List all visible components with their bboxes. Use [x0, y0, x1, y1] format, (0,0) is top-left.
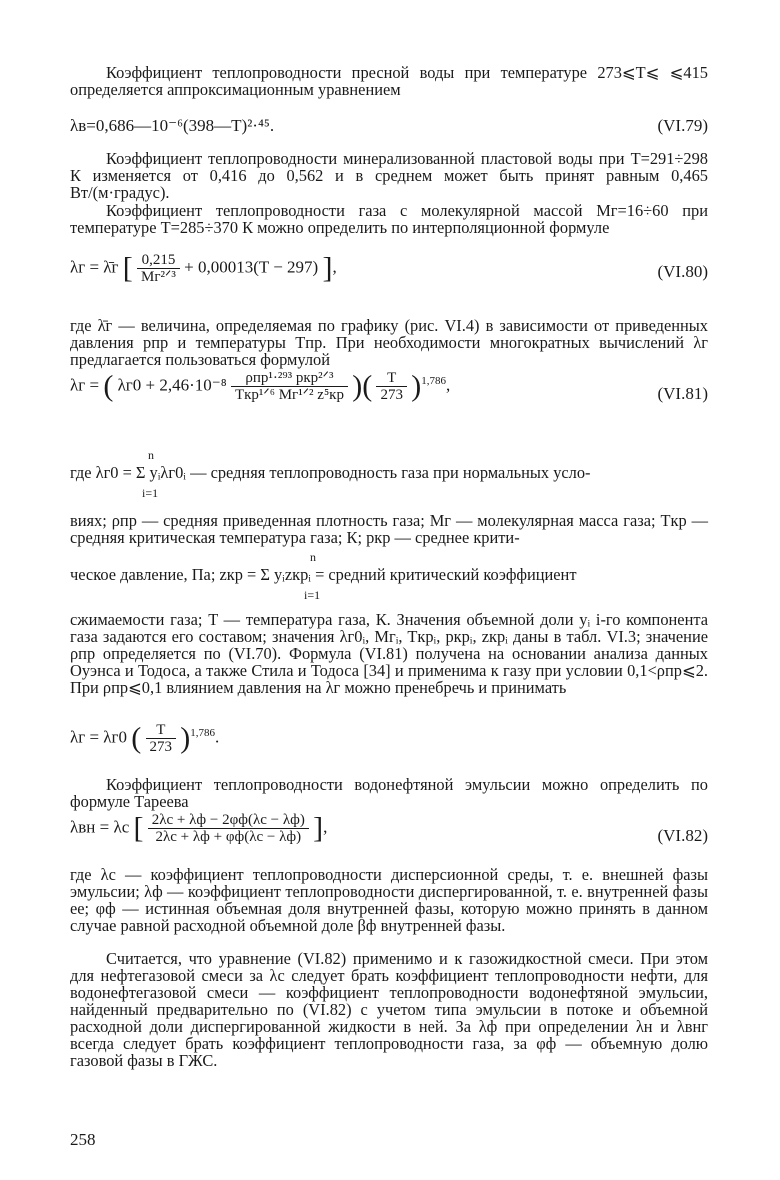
equation-vi-81-numerator: ρпр¹·²⁹³ pкр²ᐟ³: [231, 370, 348, 387]
equation-vi-81-denominator: Tкр¹ᐟ⁶ Mг¹ᐟ² z⁵кр: [234, 387, 344, 403]
equation-vi-81-exponent: 1,786: [421, 374, 446, 387]
equation-vi-79: [70, 116, 708, 136]
equation-vi-81-temp-fraction: [376, 370, 407, 403]
sum2-lower-limit: i=1: [304, 588, 321, 602]
sum-upper-limit: n: [148, 448, 154, 462]
equation-vi-81-formula: λг = ( λг0 + 2,46·10⁻⁸ $\frac{\text{ρпр¹·²⁹³ pкр²ᐟ³}}{\text{Tкр¹ᐟ⁶ Mг¹ᐟ² z⁵кр}}$ )( $\frac{T}{273}$ )$^{1,786}$,: [70, 369, 451, 403]
paragraph-graph-reference: где λ̄г — величина, определяемая по графику (рис. VI.4) в зависимости от приведенных давления pпр и температуры Tпр. При необходимости многократных вычислений λг предлагается пользоваться формулой: [70, 316, 708, 369]
sum2-upper-limit: n: [310, 550, 316, 564]
equation-low-pressure-exponent: 1,786: [190, 726, 216, 739]
equation-vi-81-temp-denominator: 273: [380, 387, 403, 403]
equation-vi-82: [70, 812, 708, 860]
equation-vi-80-denominator: Mг²ᐟ³: [141, 269, 176, 285]
equation-vi-80-fraction: [137, 252, 180, 285]
paragraph-variables: виях; ρпр — средняя приведенная плотность газа; Mг — молекулярная масса газа; Tкр — средняя критическая температура газа; К; pкр — среднее крити-: [70, 511, 708, 547]
equation-vi-80-numerator: 0,215: [137, 252, 180, 269]
equation-vi-80-lhs: λг = λ̄г: [70, 257, 119, 277]
equation-vi-81: [70, 370, 708, 418]
equation-vi-81-temp-numerator: T: [376, 370, 407, 387]
paragraph-emulsion-definitions: где λс — коэффициент теплопроводности дисперсионной среды, т. е. внешней фазы эмульсии; λф — коэффициент теплопроводности диспергированной, т. е. внутренней фазы ее; φф — истинная объемная доля внутренней фазы, которую можно принять в данном случае равной расходной объемной доле βф внутренней фазы.: [70, 865, 708, 935]
equation-vi-81-number: (VI.81): [657, 384, 708, 403]
paragraph-gas-conductivity: Коэффициент теплопроводности газа с молекулярной массой Mг=16÷60 при температуре T=285÷370 К можно определить по интерполяционной формуле: [70, 201, 708, 237]
paragraph-mineralized-water: Коэффициент теплопроводности минерализованной пластовой воды при T=291÷298 К изменяется от 0,416 до 0,562 и в среднем может быть принят равным 0,465 Вт/(м·градус).: [70, 149, 708, 202]
equation-vi-79-formula: λв=0,686—10⁻⁶(398—T)²·⁴⁵.: [70, 116, 275, 135]
equation-vi-80-number: (VI.80): [657, 262, 708, 281]
equation-vi-80-tail: + 0,00013(T − 297): [184, 257, 319, 277]
equation-vi-81-term: λг0 + 2,46·10⁻⁸: [117, 375, 227, 395]
equation-vi-82-numerator: 2λс + λф − 2φф(λс − λф): [148, 812, 309, 829]
paragraph-mean-conductivity: где λг0 = Σ yᵢλг0ᵢ — средняя теплопроводность газа при нормальных усло-: [70, 463, 591, 482]
paragraph-compressibility: сжимаемости газа; T — температура газа, К. Значения объемной доли yᵢ i-го компонента газа задаются его составом; значения λг0ᵢ, Mгᵢ, Tкрᵢ, pкрᵢ, zкрᵢ даны в табл. VI.3; значение ρпр определяется по (VI.70). Формула (VI.81) получена на основании анализа данных Оуэнса и Тодоса, а также Стила и Тодоса [34] и применима к газу при условии 0,1<ρпр⩽2. При ρпр⩽0,1 влиянием давления на λг можно пренебречь и принимать: [70, 610, 708, 697]
paragraph-emulsion: Коэффициент теплопроводности водонефтяной эмульсии можно определить по формуле Тареева: [70, 775, 708, 811]
equation-vi-81-lhs: λг =: [70, 375, 100, 395]
equation-low-pressure: [70, 722, 708, 762]
equation-vi-81-fraction: [231, 370, 348, 403]
equation-vi-82-denominator: 2λс + λф + φф(λс − λф): [155, 829, 302, 845]
paragraph-fresh-water: Коэффициент теплопроводности пресной воды при температуре 273⩽T⩽ ⩽415 определяется аппроксимационным уравнением: [70, 63, 708, 99]
page-number: 258: [70, 1130, 96, 1149]
equation-vi-80-formula: λг = λ̄г [ $\frac{0,215}{\text{Mг²ᐟ³}}$ + 0,00013(T − 297) ],: [70, 251, 337, 285]
equation-low-pressure-numerator: T: [146, 722, 177, 739]
equation-vi-82-number: (VI.82): [657, 826, 708, 845]
equation-low-pressure-denominator: 273: [149, 739, 173, 755]
equation-low-pressure-lhs: λг = λг0: [70, 727, 128, 747]
paragraph-critical-pressure: ческое давление, Па; zкр = Σ yᵢzкрᵢ = средний критический коэффициент: [70, 565, 577, 584]
sum-lower-limit: i=1: [142, 486, 159, 500]
equation-low-pressure-formula: λг = λг0 ( $\frac{T}{273}$ )$^{1,786}$.: [70, 721, 220, 755]
equation-vi-82-fraction: [148, 812, 309, 845]
equation-vi-82-formula: λвн = λс [ $\frac{2\lambda с + \lambda ф - 2\varphi ф(\lambda с - \lambda ф)}{2\lambda с + \lambda ф + \varphi ф(\lambda с - \lambda ф)}$ ],: [70, 811, 328, 845]
equation-low-pressure-fraction: [146, 722, 177, 755]
paragraph-gas-liquid: Считается, что уравнение (VI.82) применимо и к газожидкостной смеси. При этом для нефтегазовой смеси за λс следует брать коэффициент теплопроводности нефти, для водонефтегазовой смеси — коэффициент теплопроводности водонефтяной эмульсии, найденный предварительно по (VI.82) с учетом типа эмульсии в потоке и объемной расходной доли диспергированной жидкости в ней. За λф при определении λн и λвнг всегда следует брать коэффициент теплопроводности газа, за φф — объемную долю газовой фазы в ГЖС.: [70, 949, 708, 1070]
equation-vi-80: [70, 252, 708, 292]
equation-vi-82-lhs: λвн = λс: [70, 817, 130, 837]
equation-vi-79-number: (VI.79): [657, 116, 708, 135]
